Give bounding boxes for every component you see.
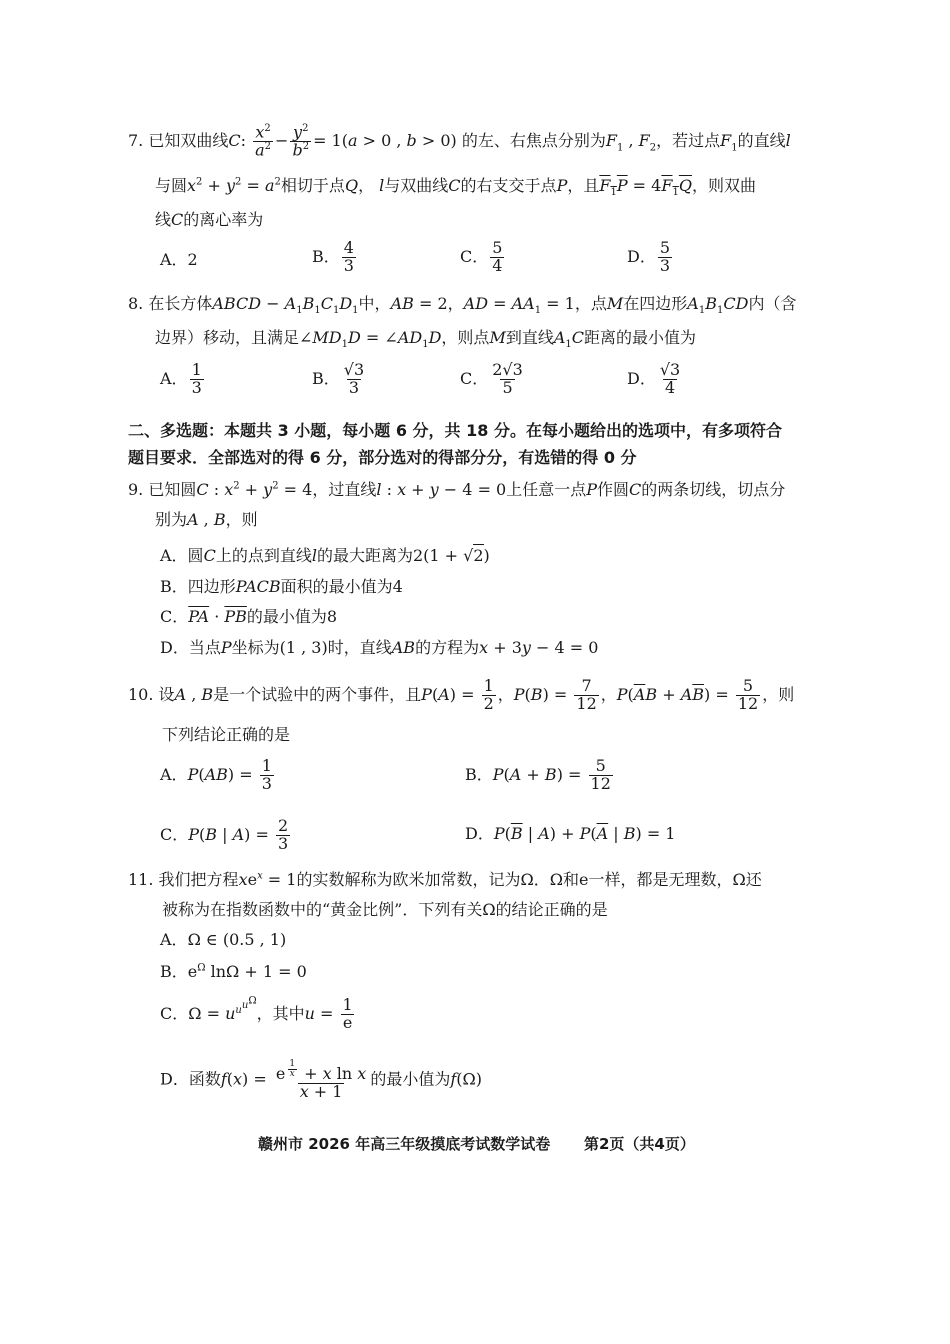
q7-number: 7. — [128, 131, 144, 151]
q11-number: 11. — [128, 870, 154, 889]
footer-page-number: 第2页（共4页） — [584, 1135, 695, 1153]
q7-option-b: B． $\frac{4}{3}$ — [312, 238, 354, 275]
q9-option-d: D．当点P坐标为(1 , 3)时，直线AB的方程为x + 3y − 4 = 0 — [160, 638, 599, 657]
q10-number: 10. — [128, 684, 154, 704]
section2-header-line1: 二、多选题：本题共 3 小题，每小题 6 分，共 18 分。在每小题给出的选项中，有多项符合 — [128, 421, 782, 440]
q11-option-d: D．函数f(x) = e $^{\frac{1}{x}}$ + x ln x x + 1 的最小值为f(Ω) — [160, 1059, 482, 1101]
q8-option-d: D． $\frac{√3}{4}$ — [627, 360, 681, 397]
q11-option-b: B．$e^\Omega$ lnΩ + 1 = 0 — [160, 962, 307, 981]
q8-line2: 边界）移动，且满足$\angle MD_1D$ = $\angle AD_1D$，则点M到直线$A_1C$距离的最小值为 — [155, 328, 697, 351]
q11-line1: 11. 我们把方程$xe^x = 1$的实数解称为欧米加常数，记为Ω．Ω和e一样，都是无理数，Ω还 — [128, 870, 762, 889]
q10-option-d: D．$P(\overline{B}$ | $A) + P(\overline{A}$ | B) = 1 — [465, 824, 676, 843]
q8-option-b: B． $\frac{√3}{3}$ — [312, 360, 365, 397]
q9-line1: 9. 已知圆C : $x^2 + y^2 = 4$，过直线l : x + y − 4 = 0上任意一点P作圆C的两条切线，切点分 — [128, 480, 786, 499]
q10-option-a: A．P(AB) = $\frac{1}{3}$ — [160, 756, 272, 793]
q9-line2: 别为A , B，则 — [155, 510, 258, 529]
footer-title: 赣州市 2026 年高三年级摸底考试数学试卷 — [258, 1135, 551, 1153]
q9-option-c: C．$\overline{PA} \cdot \overline{PB}$的最小值为8 — [160, 607, 338, 626]
q10-line2: 下列结论正确的是 — [162, 725, 291, 744]
q10-line1: 10. 设A , B是一个试验中的两个事件，且P(A) = $\frac{1}{2}$ ，P(B) = $\frac{7}{12}$ ，$P(\overline{A}B + A\overline{B})$ = $\frac{5}{12}$ ，则 — [128, 676, 795, 713]
q8-option-c: C． $\frac{2√3}{5}$ — [460, 360, 523, 397]
q7-line2: 与圆$x^2 + y^2 = a^2$相切于点Q， l与双曲线C的右支交于点P，且$F_1P = 4F_1Q$，则双曲 — [155, 176, 756, 199]
q9-option-a: A．圆C上的点到直线l的最大距离为2(1 + √2) — [160, 546, 490, 565]
section2-header-line2: 题目要求．全部选对的得 6 分，部分选对的得部分分，有选错的得 0 分 — [128, 448, 637, 467]
frac-x2-a2: $\frac{x^2}{a^2}$ — [255, 122, 272, 160]
q7-line1: 7. 已知双曲线C: $\frac{x^2}{a^2}$ − $\frac{y^2}{b^2}$ = 1(a > 0 , b > 0) 的左、右焦点分别为$F_1$ , $F_2$，若过点$F_1$的直线l — [128, 122, 791, 160]
q8-line1: 8. 在长方体ABCD − $A_1B_1C_1D_1$中，AB = 2，AD = $AA_1 = 1$，点M在四边形$A_1B_1CD$内（含 — [128, 294, 797, 317]
q8-number: 8. — [128, 294, 144, 313]
q7-option-a: A．2 — [160, 250, 198, 269]
q10-option-b: B．P(A + B) = $\frac{5}{12}$ — [465, 756, 611, 793]
q11-line2: 被称为在指数函数中的“黄金比例”．下列有关Ω的结论正确的是 — [162, 900, 608, 919]
frac-y2-b2: $\frac{y^2}{b^2}$ — [292, 122, 310, 160]
q10-option-c: C．P(B | A) = $\frac{2}{3}$ — [160, 816, 289, 853]
q7-option-c: C． $\frac{5}{4}$ — [460, 238, 503, 275]
q8-option-a: A． $\frac{1}{3}$ — [160, 360, 202, 397]
q9-option-b: B．四边形PACB面积的最小值为4 — [160, 577, 403, 596]
q7-line3: 线C的离心率为 — [155, 210, 264, 229]
q7-option-d: D． $\frac{5}{3}$ — [627, 238, 671, 275]
q9-number: 9. — [128, 480, 144, 499]
q11-option-a: A．Ω ∈ (0.5 , 1) — [160, 930, 287, 949]
q11-option-c: C．$\Omega = u^{u^{u^\Omega}}$，其中u = $\frac{1}{e}$ — [160, 995, 353, 1032]
